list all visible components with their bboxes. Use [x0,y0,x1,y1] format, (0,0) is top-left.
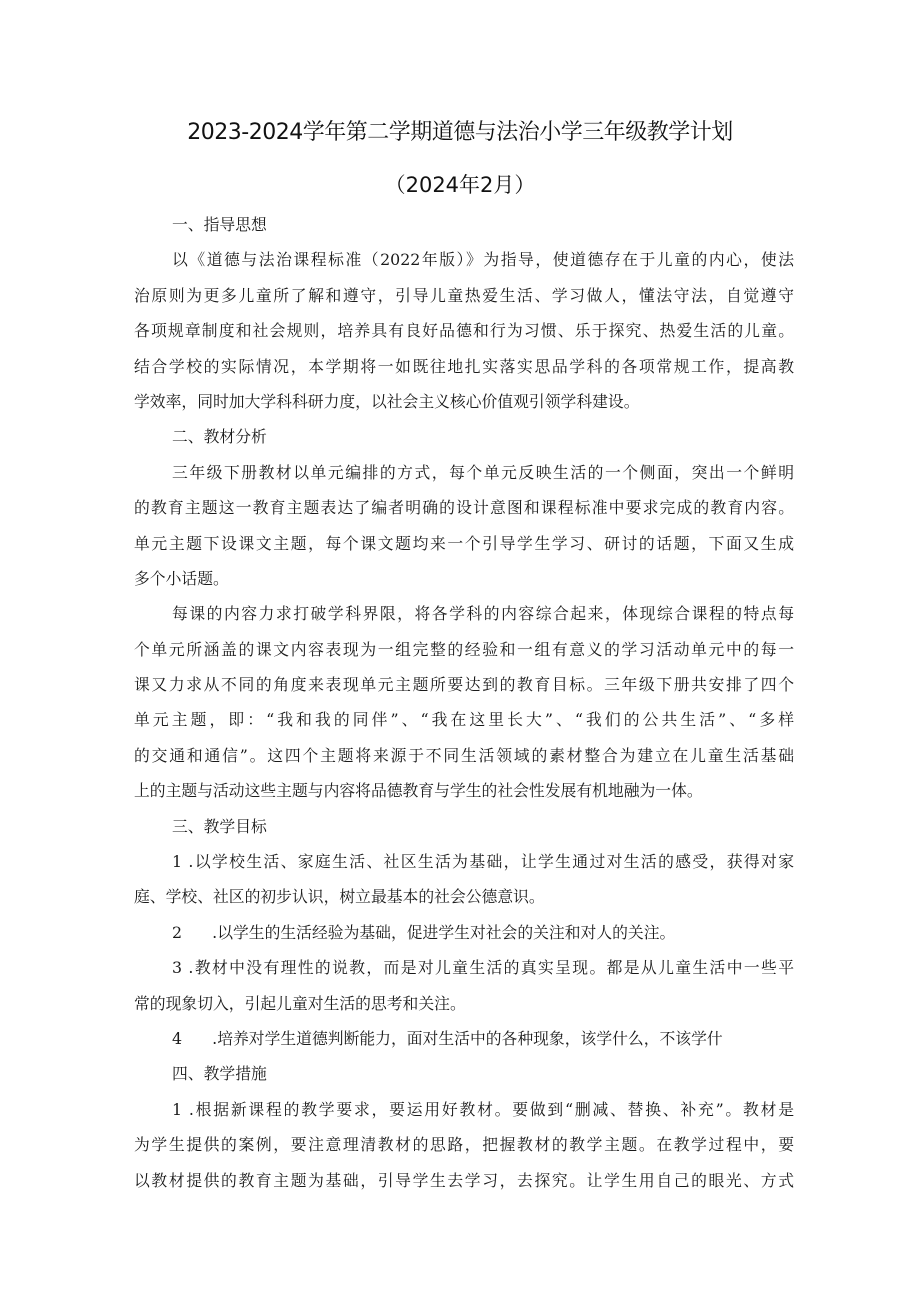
paragraph-line: 的交通和通信”。这四个主题将来源于不同生活领域的素材整合为建立在儿童生活基础 [134,745,794,765]
list-item-line: 4 .培养对学生道德判断能力，面对生活中的各种现象，该学什么，不该学什 [172,1028,723,1048]
paragraph-line: 上的主题与活动这些主题与内容将品德教育与学生的社会性发展有机地融为一体。 [134,781,703,801]
list-item-line: 1 .根据新课程的教学要求，要运用好教材。要做到“删减、替换、补充”。教材是 [172,1099,794,1119]
paragraph-line: 每课的内容力求打破学科界限，将各学科的内容综合起来，体现综合课程的特点每 [172,604,794,624]
paragraph-line: 三年级下册教材以单元编排的方式，每个单元反映生活的一个侧面，突出一个鲜明 [172,462,794,482]
paragraph-line: 个单元所涵盖的课文内容表现为一组完整的经验和一组有意义的学习活动单元中的每一 [134,639,794,659]
section-heading-2: 二、教材分析 [172,427,267,447]
paragraph-line: 单元主题，即：“我和我的同伴”、“我在这里长大”、“我们的公共生活”、“多样 [134,710,794,730]
list-item-line: 3 .教材中没有理性的说教，而是对儿童生活的真实呈现。都是从儿童生活中一些平 [172,958,794,978]
paragraph-line: 学效率，同时加大学科科研力度，以社会主义核心价值观引领学科建设。 [134,391,640,411]
section-heading-1: 一、指导思想 [172,215,267,234]
paragraph-line: 各项规章制度和社会规则，培养具有良好品德和行为习惯、乐于探究、热爱生活的儿童。 [134,321,794,341]
list-item-line: 为学生提供的案例，要注意理清教材的思路，把握教材的教学主题。在教学过程中，要 [134,1135,794,1155]
paragraph-line: 结合学校的实际情况，本学期将一如既往地扎实落实思品学科的各项常规工作，提高教 [134,356,794,376]
list-item-line: 常的现象切入，引起儿童对生活的思考和关注。 [134,993,466,1013]
list-item-line: 以教材提供的教育主题为基础，引导学生去学习，去探究。让学生用自己的眼光、方式 [134,1170,794,1190]
list-item-line: 2 .以学生的生活经验为基础，促进学生对社会的关注和对人的关注。 [172,922,676,942]
section-heading-4: 四、教学措施 [172,1064,267,1084]
document-body [134,207,794,1198]
list-item-line: 庭、学校、社区的初步认识，树立最基本的社会公德意识。 [134,887,545,907]
paragraph-line: 单元主题下设课文主题，每个课文题均来一个引导学生学习、研讨的话题，下面又生成 [134,533,794,553]
paragraph-line: 治原则为更多儿童所了解和遵守，引导儿童热爱生活、学习做人，懂法守法，自觉遵守 [134,285,794,305]
paragraph-line: 课又力求从不同的角度来表现单元主题所要达到的教育目标。三年级下册共安排了四个 [134,675,794,695]
list-item-line: 1 .以学校生活、家庭生活、社区生活为基础，让学生通过对生活的感受，获得对家 [172,852,794,872]
paragraph-line: 多个小话题。 [134,568,229,588]
section-heading-3: 三、教学目标 [172,816,267,836]
document-title: 2023-2024学年第二学期道德与法治小学三年级教学计划 [187,120,733,145]
paragraph-line: 的教育主题这一教育主题表达了编者明确的设计意图和课程标准中要求完成的教育内容。 [134,498,794,518]
document-subtitle: （2024年2月） [384,173,536,197]
paragraph-line: 以《道德与法治课程标准（2022年版）》为指导，使道德存在于儿童的内心，使法 [172,250,794,270]
